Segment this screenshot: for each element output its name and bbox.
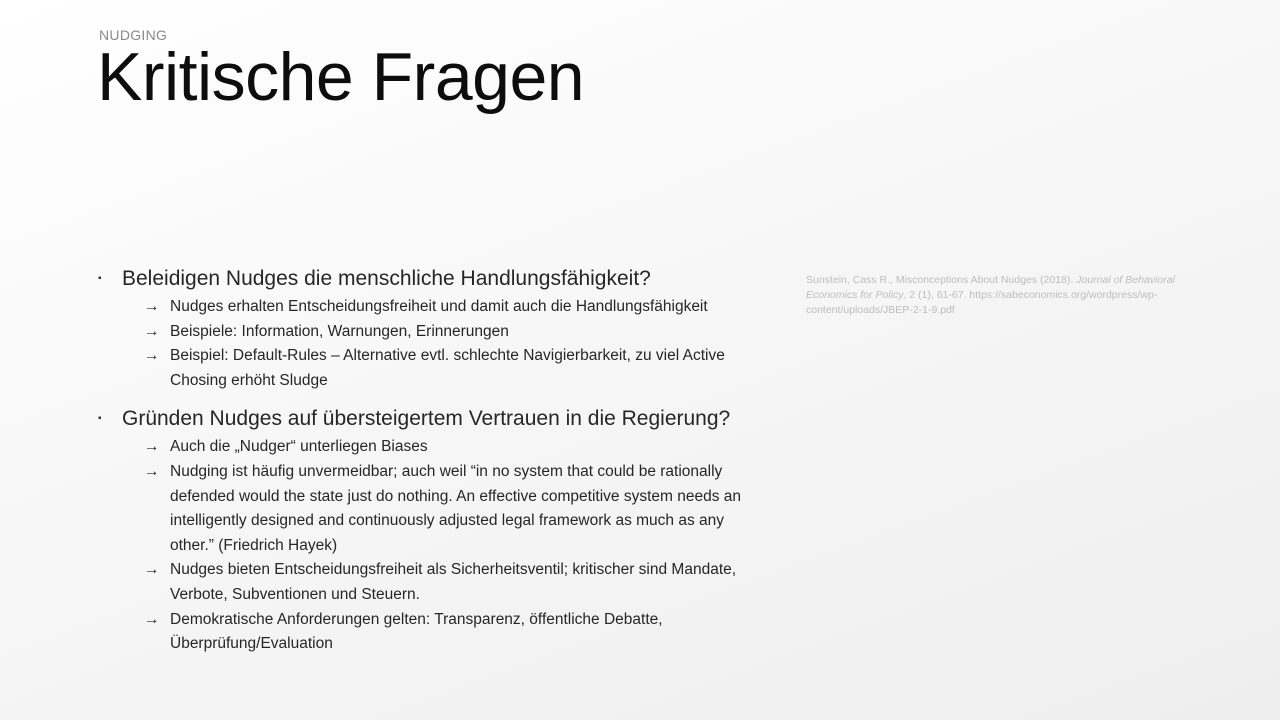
reference-details: , 2 (1), 61-67. [903, 289, 967, 301]
sub-text: Beispiel: Default-Rules – Alternative evtl. schlechte Navigierbarkeit, zu viel Active Chosing erhöht Sludge [170, 347, 725, 389]
sub-text: Nudges bieten Entscheidungsfreiheit als Sicherheitsventil; kritischer sind Mandate, Verbote, Subventionen und Steuern. [170, 561, 737, 603]
arrow-right-icon: → [144, 298, 160, 315]
reference-citation [806, 273, 1186, 318]
square-bullet-icon: ▪ [98, 273, 102, 284]
bullet-item [96, 403, 756, 435]
bullet-list [96, 263, 756, 657]
arrow-right-icon: → [144, 610, 160, 628]
sub-item [144, 344, 756, 393]
bullet-text: Gründen Nudges auf übersteigertem Vertrauen in die Regierung? [122, 407, 731, 431]
sub-list [144, 435, 756, 656]
arrow-right-icon: → [144, 561, 160, 579]
sub-item [144, 608, 756, 657]
sub-item [144, 295, 756, 320]
bullet-item [96, 263, 756, 295]
sub-text: Nudging ist häufig unvermeidbar; auch weil “in no system that could be rationally defended would the state just do nothing. An effective competitive system needs an intelligently designed and continuously adjusted legal framework as much as any other.” (Friedrich Hayek) [170, 462, 741, 554]
arrow-right-icon: → [144, 438, 160, 456]
arrow-right-icon: → [144, 322, 160, 340]
sub-item [144, 460, 756, 558]
sub-item [144, 435, 756, 460]
sub-text: Demokratische Anforderungen gelten: Transparenz, öffentliche Debatte, Überprüfung/Evaluation [170, 610, 663, 653]
reference-url[interactable]: https://sabeconomics.org/wordpress/wp-content/uploads/JBEP-2-1-9.pdf [806, 289, 1158, 316]
slide-title: Kritische Fragen [97, 39, 585, 115]
reference-authors: Sunstein, Cass R., Misconceptions About Nudges (2018). [806, 274, 1074, 286]
spacer [96, 393, 756, 403]
sub-item [144, 558, 756, 607]
sub-text: Nudges erhalten Entscheidungsfreiheit und damit auch die Handlungsfähigkeit [170, 298, 708, 315]
section-label: NUDGING [99, 27, 168, 43]
square-bullet-icon: ▪ [98, 413, 102, 425]
arrow-right-icon: → [144, 347, 160, 365]
bullet-text: Beleidigen Nudges die menschliche Handlungsfähigkeit? [122, 267, 651, 290]
sub-text: Auch die „Nudger“ unterliegen Biases [170, 438, 428, 456]
sub-list [144, 295, 756, 393]
sub-item [144, 320, 756, 345]
sub-text: Beispiele: Information, Warnungen, Erinnerungen [170, 322, 509, 340]
reference-journal: Journal of Behavioral Economics for Policy [806, 274, 1175, 301]
arrow-right-icon: → [144, 462, 160, 480]
